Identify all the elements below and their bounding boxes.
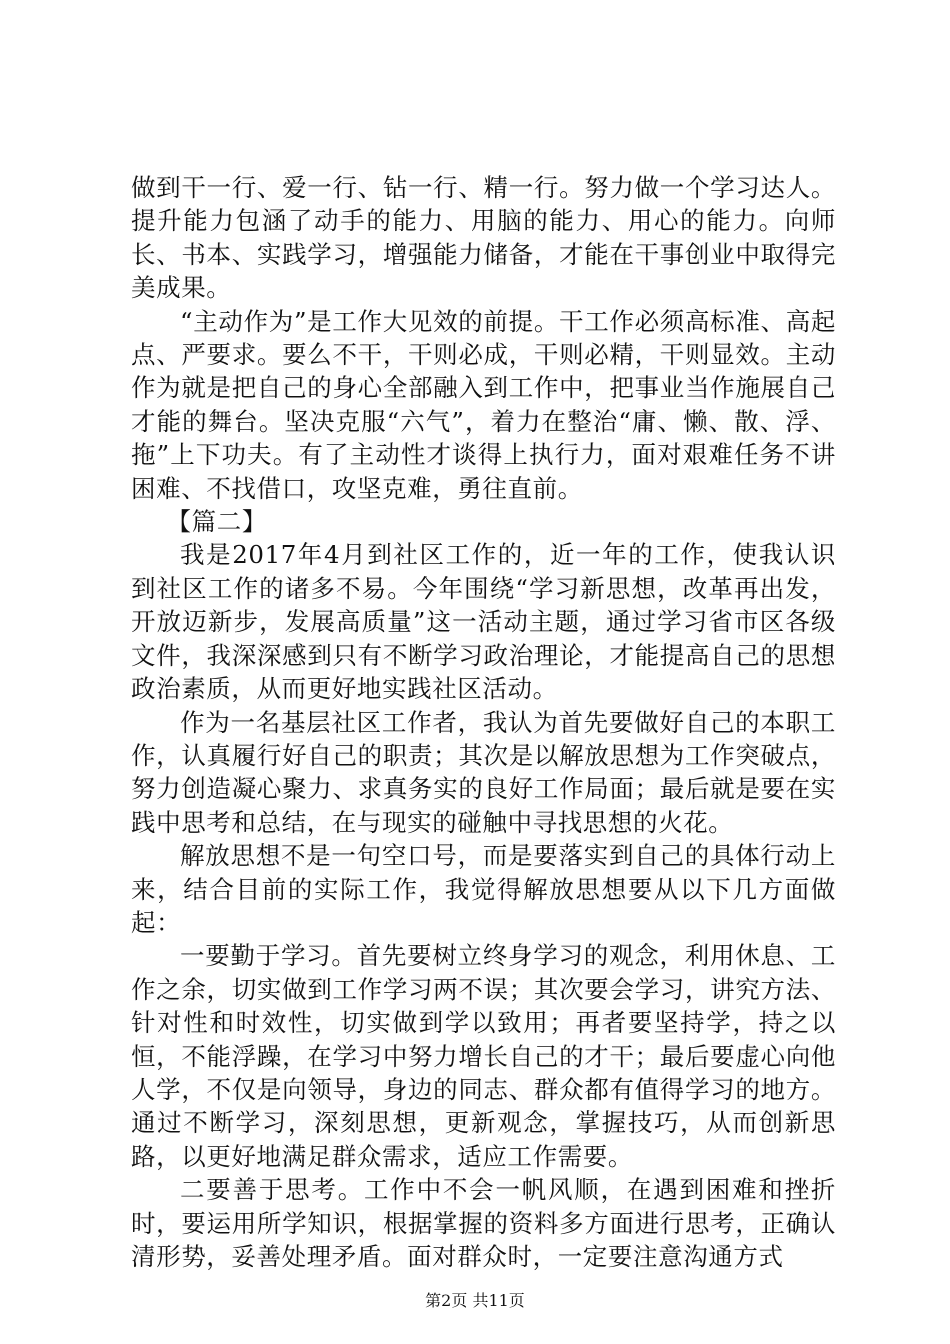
paragraph: 解放思想不是一句空口号，而是要落实到自己的具体行动上来，结合目前的实际工作，我觉得解放思想要从以下几方面做起： bbox=[131, 841, 836, 937]
page-number-footer: 第2页 共11页 bbox=[425, 1291, 525, 1310]
paragraph: 我是2017年4月到社区工作的，近一年的工作，使我认识到社区工作的诸多不易。今年围绕“学习新思想，改革再出发，开放迈新步，发展高质量”这一活动主题，通过学习省市区各级文件，我深深感到只有不断学习政治理论，才能提高自己的思想政治素质，从而更好地实践社区活动。 bbox=[131, 540, 836, 704]
paragraph: 做到干一行、爱一行、钻一行、精一行。努力做一个学习达人。提升能力包涵了动手的能力、用脑的能力、用心的能力。向师长、书本、实践学习，增强能力储备，才能在干事创业中取得完美成果。 bbox=[131, 173, 836, 303]
paragraph: 二要善于思考。工作中不会一帆风顺，在遇到困难和挫折时，要运用所学知识，根据掌握的资料多方面进行思考，正确认清形势，妥善处理矛盾。面对群众时，一定要注意沟通方式 bbox=[131, 1175, 836, 1271]
paragraph: “主动作为”是工作大见效的前提。干工作必须高标准、高起点、严要求。要么不干，干则必成，干则必精，干则显效。主动作为就是把自己的身心全部融入到工作中，把事业当作施展自己才能的舞台。坚决克服“六气”，着力在整治“庸、懒、散、浮、拖”上下功夫。有了主动性才谈得上执行力，面对艰难任务不讲困难、不找借口，攻坚克难，勇往直前。 bbox=[131, 306, 836, 503]
paragraph: 作为一名基层社区工作者，我认为首先要做好自己的本职工作，认真履行好自己的职责；其次是以解放思想为工作突破点，努力创造凝心聚力、求真务实的良好工作局面；最后就是要在实践中思考和总结，在与现实的碰触中寻找思想的火花。 bbox=[131, 707, 836, 837]
paragraph: 一要勤于学习。首先要树立终身学习的观念，利用休息、工作之余，切实做到工作学习两不误；其次要会学习，讲究方法、针对性和时效性，切实做到学以致用；再者要坚持学，持之以恒，不能浮躁，在学习中努力增长自己的才干；最后要虚心向他人学，不仅是向领导，身边的同志、群众都有值得学习的地方。通过不断学习，深刻思想，更新观念，掌握技巧，从而创新思路，以更好地满足群众需求，适应工作需要。 bbox=[131, 941, 836, 1171]
document-body bbox=[131, 171, 836, 1273]
section-heading: 【篇二】 bbox=[166, 507, 267, 537]
